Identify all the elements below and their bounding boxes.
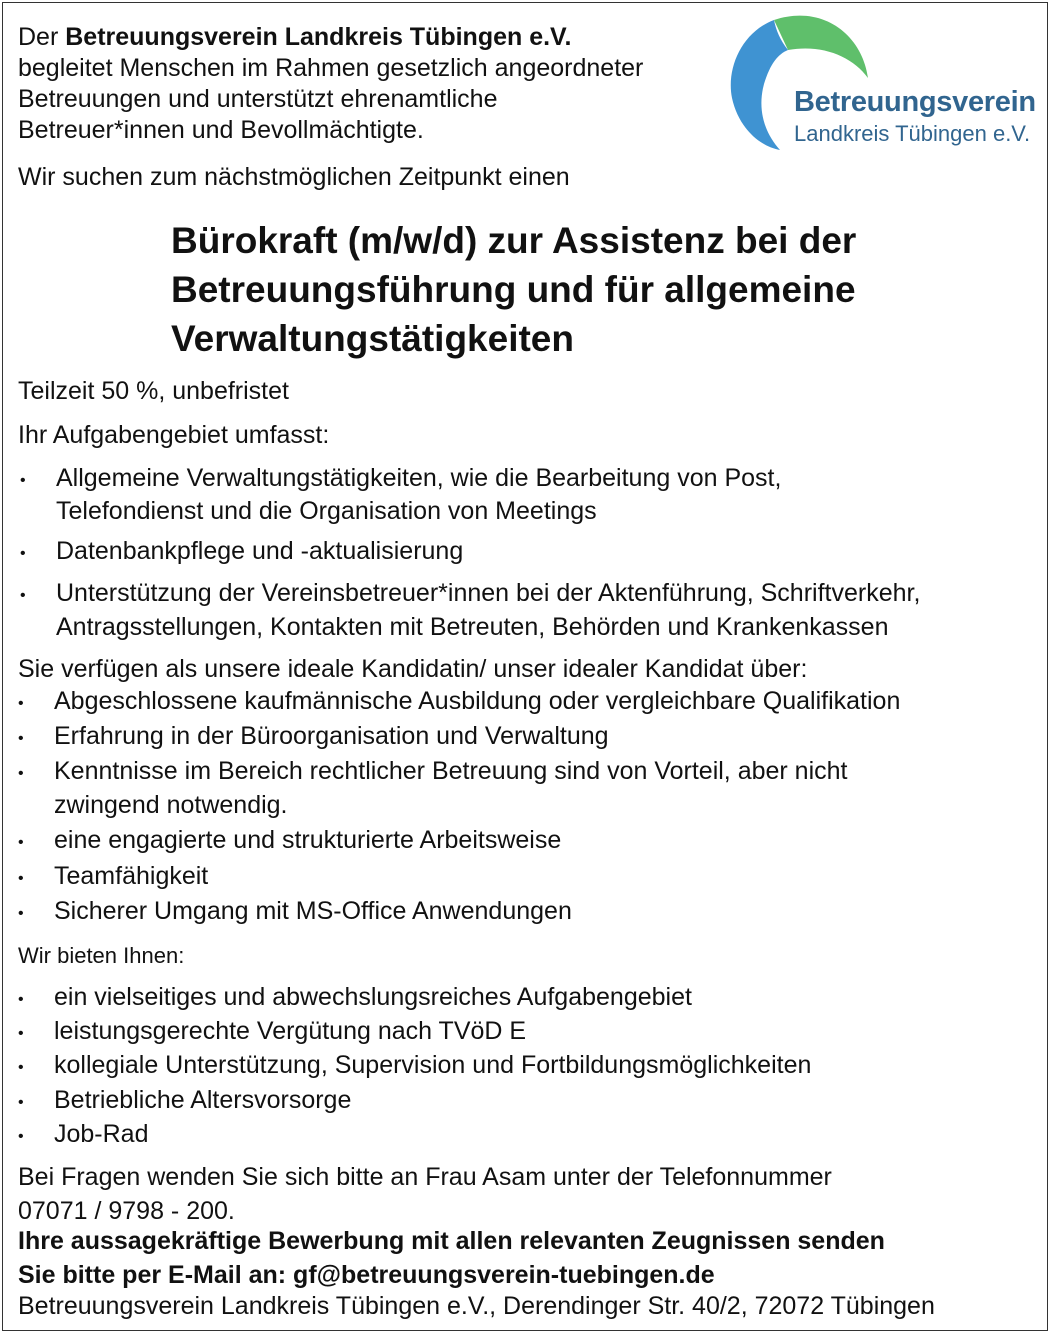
offer-item: Job-Rad: [54, 1120, 149, 1148]
offer-item: Betriebliche Altersvorsorge: [54, 1086, 352, 1114]
bullet-marker: •: [18, 991, 24, 1008]
bullet-marker: •: [18, 1059, 24, 1076]
org-name: Betreuungsverein Landkreis Tübingen e.V.: [65, 23, 572, 51]
bullet-marker: •: [18, 1128, 24, 1145]
logo-name: Betreuungsverein: [794, 86, 1036, 118]
employment-type: Teilzeit 50 %, unbefristet: [18, 377, 289, 405]
postal-address: Betreuungsverein Landkreis Tübingen e.V., Derendinger Str. 40/2, 72072 Tübingen: [18, 1292, 935, 1320]
intro-line-3: Betreuungen und unterstützt ehrenamtliche: [18, 85, 498, 113]
requirement-item: Sicherer Umgang mit MS-Office Anwendungen: [54, 897, 572, 925]
questions-line: Bei Fragen wenden Sie sich bitte an Frau Asam unter der Telefonnummer: [18, 1163, 832, 1191]
offer-item: leistungsgerechte Vergütung nach TVöD E: [54, 1017, 527, 1045]
job-title-line-1: Bürokraft (m/w/d) zur Assistenz bei der: [171, 220, 857, 261]
phone-number: 07071 / 9798 - 200.: [18, 1197, 235, 1225]
task-item: Unterstützung der Vereinsbetreuer*innen bei der Aktenführung, Schriftverkehr,: [56, 579, 921, 607]
requirement-item-cont: zwingend notwendig.: [54, 791, 288, 819]
requirement-item: Abgeschlossene kaufmännische Ausbildung oder vergleichbare Qualifikation: [54, 687, 901, 715]
requirement-item: Kenntnisse im Bereich rechtlicher Betreuung sind von Vorteil, aber nicht: [54, 757, 848, 785]
task-item-cont: Telefondienst und die Organisation von Meetings: [56, 497, 597, 525]
bullet-marker: •: [18, 1025, 24, 1042]
offer-item: kollegiale Unterstützung, Supervision und Fortbildungsmöglichkeiten: [54, 1051, 812, 1079]
logo-subname: Landkreis Tübingen e.V.: [794, 121, 1031, 146]
task-item: Datenbankpflege und -aktualisierung: [56, 537, 464, 565]
requirement-item: Teamfähigkeit: [54, 862, 209, 890]
bullet-marker: •: [18, 730, 24, 747]
offers-heading: Wir bieten Ihnen:: [18, 943, 185, 968]
task-item-cont: Antragsstellungen, Kontakten mit Betreuten, Behörden und Krankenkassen: [56, 613, 889, 641]
requirements-heading: Sie verfügen als unsere ideale Kandidatin/ unser idealer Kandidat über:: [18, 655, 808, 683]
bullet-marker: •: [18, 870, 24, 887]
intro-line-1: [18, 22, 571, 53]
intro-line-2: begleitet Menschen im Rahmen gesetzlich angeordneter: [18, 54, 644, 82]
requirement-item: eine engagierte und strukturierte Arbeitsweise: [54, 826, 562, 854]
bullet-marker: •: [18, 834, 24, 851]
bullet-marker: •: [20, 545, 26, 562]
application-line-1: Ihre aussagekräftige Bewerbung mit allen relevanten Zeugnissen senden: [18, 1227, 885, 1255]
search-line: Wir suchen zum nächstmöglichen Zeitpunkt einen: [18, 163, 570, 191]
bullet-marker: •: [18, 905, 24, 922]
organization-logo: [722, 6, 1036, 152]
offer-item: ein vielseitiges und abwechslungsreiches Aufgabengebiet: [54, 983, 692, 1011]
bullet-marker: •: [18, 695, 24, 712]
application-line-2: Sie bitte per E-Mail an: gf@betreuungsverein-tuebingen.de: [18, 1261, 715, 1289]
bullet-marker: •: [18, 765, 24, 782]
intro-line-4: Betreuer*innen und Bevollmächtigte.: [18, 116, 424, 144]
job-title-line-3: Verwaltungstätigkeiten: [171, 318, 574, 359]
requirement-item: Erfahrung in der Büroorganisation und Verwaltung: [54, 722, 609, 750]
task-item: Allgemeine Verwaltungstätigkeiten, wie die Bearbeitung von Post,: [56, 464, 782, 492]
bullet-marker: •: [18, 1094, 24, 1111]
job-title-line-2: Betreuungsführung und für allgemeine: [171, 269, 856, 310]
intro-prefix: Der: [18, 23, 66, 51]
bullet-marker: •: [20, 472, 26, 489]
tasks-heading: Ihr Aufgabengebiet umfasst:: [18, 421, 330, 449]
bullet-marker: •: [20, 587, 26, 604]
